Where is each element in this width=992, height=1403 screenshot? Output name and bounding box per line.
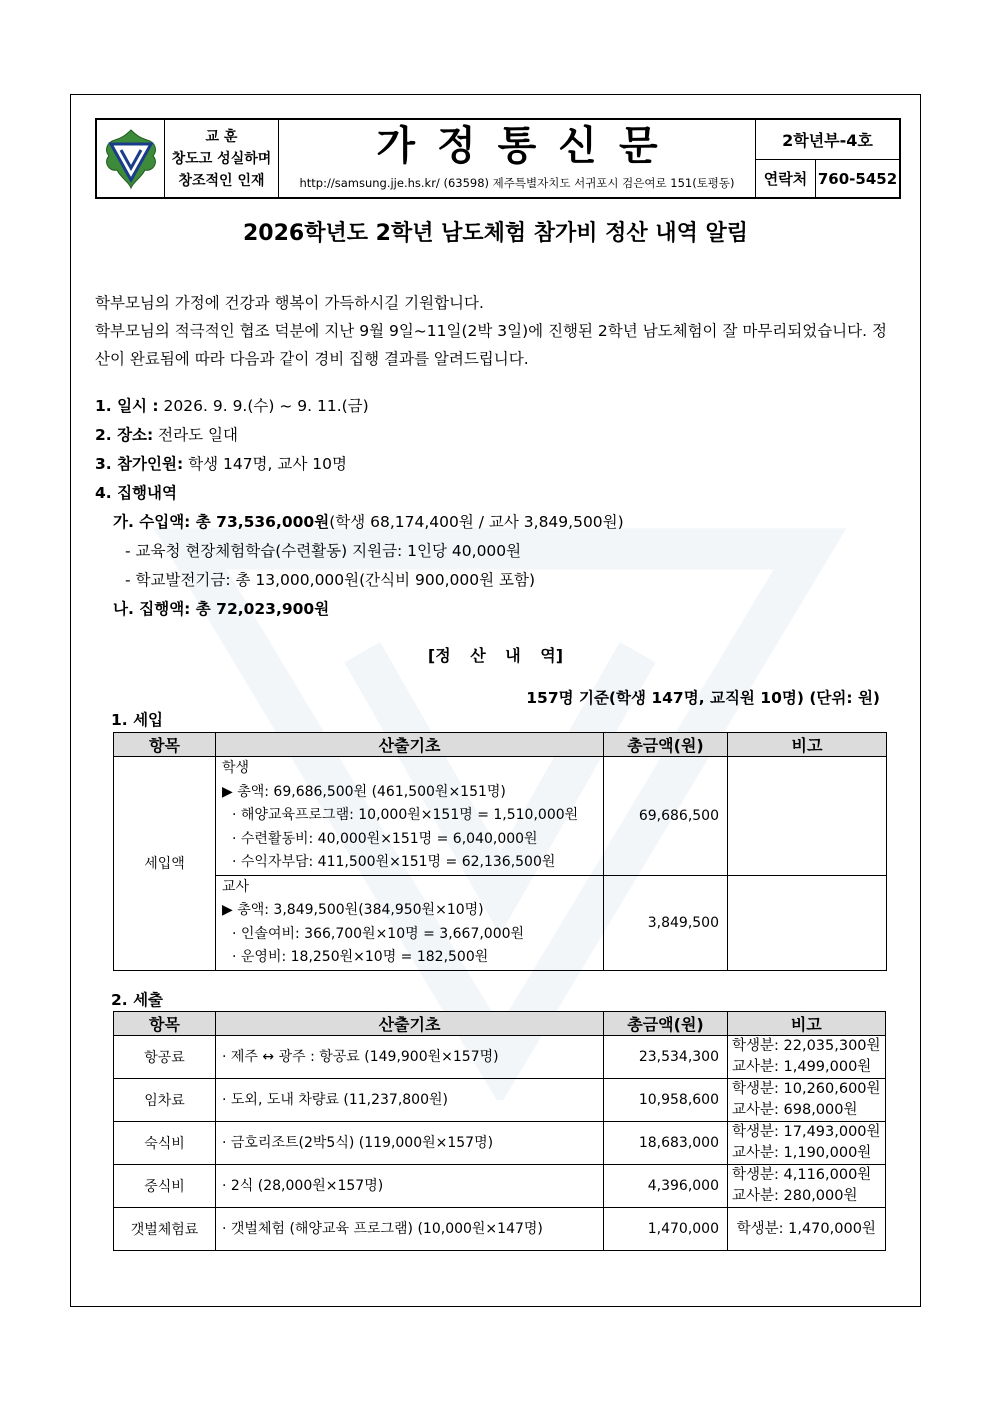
header-total: 총금액(원) <box>604 1012 728 1036</box>
header-note: 비고 <box>728 733 887 757</box>
expense-basis-lunch: · 2식 (28,000원×157명) <box>216 1165 604 1208</box>
note-student: 학생분: 10,260,600원 <box>732 1081 881 1097</box>
income-table <box>113 732 887 971</box>
expense-item-lunch: 중식비 <box>114 1165 216 1208</box>
summary-items <box>95 392 901 624</box>
income-detail: (학생 68,174,400원 / 교사 3,849,500원) <box>329 513 624 531</box>
income-item: 세입액 <box>114 757 216 971</box>
expense-item-airfare: 항공료 <box>114 1036 216 1079</box>
income-label: 가. 수입액: 총 <box>113 513 217 531</box>
student-basis <box>216 757 604 876</box>
teacher-label: 교사 <box>222 878 250 895</box>
header-basis: 산출기초 <box>216 733 604 757</box>
intro-paragraph <box>95 289 901 373</box>
student-training-line: · 수련활동비: 40,000원×151명 = 6,040,000원 <box>232 830 538 847</box>
note-student: 학생분: 22,035,300원 <box>732 1038 881 1054</box>
student-total: 69,686,500 <box>604 757 728 876</box>
fund-line: - 학교발전기금: 총 13,000,000원(간식비 900,000원 포함) <box>125 571 536 589</box>
expense-note-lodging <box>728 1122 886 1165</box>
expense-basis-mudflat: · 갯벌체험 (해양교육 프로그램) (10,000원×147명) <box>216 1208 604 1251</box>
item-income <box>95 508 901 537</box>
teacher-total-line: ▶ 총액: 3,849,500원(384,950원×10명) <box>222 902 484 918</box>
table-row <box>114 1079 886 1122</box>
income-table-header <box>114 733 887 757</box>
header-note: 비고 <box>728 1012 886 1036</box>
item-date <box>95 392 901 421</box>
income-total: 73,536,000원 <box>216 513 330 531</box>
item-expense <box>95 595 901 624</box>
date-label: 1. 일시 : <box>95 397 159 415</box>
document-title: 2026학년도 2학년 남도체험 참가비 정산 내역 알림 <box>242 221 749 246</box>
expense-total-mudflat: 1,470,000 <box>604 1208 728 1251</box>
motto-title: 교 훈 <box>205 128 238 145</box>
note-student: 학생분: 1,470,000원 <box>736 1220 876 1237</box>
school-logo-icon <box>103 128 159 190</box>
newsletter-header <box>95 118 901 199</box>
expense-basis-lodging: · 금호리조트(2박5식) (119,000원×157명) <box>216 1122 604 1165</box>
expense-note-airfare <box>728 1036 886 1079</box>
table-row <box>114 1122 886 1165</box>
expense-total: 72,023,900원 <box>216 600 330 618</box>
issue-number: 2학년부-4호 <box>756 120 899 160</box>
contact-row <box>756 160 899 197</box>
title-cell <box>279 120 756 197</box>
expense-note-rental <box>728 1079 886 1122</box>
contact-phone: 760-5452 <box>817 169 898 188</box>
expense-note-lunch <box>728 1165 886 1208</box>
note-teacher: 교사분: 1,190,000원 <box>732 1145 872 1161</box>
intro-line-2: 학부모님의 적극적인 협조 덕분에 지난 9월 9일~11일(2박 3일)에 진행된 2학년 남도체험이 잘 마무리되었습니다. 정산이 완료됨에 따라 다음과 같이 경비 집행 결과를 알려드립니다. <box>95 322 887 368</box>
date-value: 2026. 9. 9.(수) ~ 9. 11.(금) <box>158 397 369 415</box>
place-value: 전라도 일대 <box>153 426 238 444</box>
expense-total-airfare: 23,534,300 <box>604 1036 728 1079</box>
note-teacher: 교사분: 1,499,000원 <box>732 1059 872 1075</box>
student-label: 학생 <box>222 760 250 776</box>
people-value: 학생 147명, 교사 10명 <box>183 455 347 473</box>
expense-section-label: 2. 세출 <box>111 991 164 1009</box>
expense-basis-airfare: · 제주 ↔ 광주 : 항공료 (149,900원×157명) <box>216 1036 604 1079</box>
expense-item-lodging: 숙식비 <box>114 1122 216 1165</box>
table-row <box>114 875 887 970</box>
info-cell <box>756 120 899 197</box>
table-row <box>114 1165 886 1208</box>
expense-table-header <box>114 1012 886 1036</box>
note-teacher: 교사분: 698,000원 <box>732 1102 858 1118</box>
expense-item-rental: 임차료 <box>114 1079 216 1122</box>
item-place <box>95 421 901 450</box>
motto-line-2: 창조적인 인재 <box>178 172 265 189</box>
item-people <box>95 450 901 479</box>
note-student: 학생분: 17,493,000원 <box>732 1124 881 1140</box>
exec-label: 4. 집행내역 <box>95 484 177 502</box>
teacher-operating-line: · 운영비: 18,250원×10명 = 182,500원 <box>232 949 489 965</box>
header-item: 항목 <box>114 1012 216 1036</box>
expense-label: 나. 집행액: 총 <box>113 600 217 618</box>
teacher-note <box>728 875 887 970</box>
teacher-total: 3,849,500 <box>604 875 728 970</box>
newsletter-title: 가정통신문 <box>376 123 680 169</box>
expense-item-mudflat: 갯벌체험료 <box>114 1208 216 1251</box>
teacher-travel-line: · 인솔여비: 366,700원×10명 = 3,667,000원 <box>232 925 525 942</box>
note-student: 학생분: 4,116,000원 <box>732 1167 872 1183</box>
student-total-line: ▶ 총액: 69,686,500원 (461,500원×151명) <box>222 783 506 800</box>
expense-basis-rental: · 도외, 도내 차량료 (11,237,800원) <box>216 1079 604 1122</box>
motto-line-1: 창도고 성실하며 <box>171 150 272 167</box>
table-row <box>114 1036 886 1079</box>
income-section-label: 1. 세입 <box>111 711 164 729</box>
school-logo-cell <box>97 120 165 197</box>
expense-table <box>113 1011 886 1251</box>
school-address: http://samsung.jje.hs.kr/ (63598) 제주특별자치도 서귀포시 검은여로 151(토평동) <box>299 176 735 190</box>
expense-note-mudflat <box>728 1208 886 1251</box>
motto-cell <box>165 120 279 197</box>
basis-note: 157명 기준(학생 147명, 교직원 10명) (단위: 원) <box>526 689 880 707</box>
contact-label: 연락처 <box>756 160 816 197</box>
teacher-basis <box>216 875 604 970</box>
student-payer-line: · 수익자부담: 411,500원×151명 = 62,136,500원 <box>232 854 556 870</box>
table-row <box>114 1208 886 1251</box>
place-label: 2. 장소: <box>95 426 154 444</box>
note-teacher: 교사분: 280,000원 <box>732 1188 858 1204</box>
student-marine-line: · 해양교육프로그램: 10,000원×151명 = 1,510,000원 <box>232 807 579 823</box>
expense-total-rental: 10,958,600 <box>604 1079 728 1122</box>
people-label: 3. 참가인원: <box>95 455 184 473</box>
student-note <box>728 757 887 876</box>
expense-total-lodging: 18,683,000 <box>604 1122 728 1165</box>
intro-line-1: 학부모님의 가정에 건강과 행복이 가득하시길 기원합니다. <box>95 294 484 312</box>
header-total: 총금액(원) <box>604 733 728 757</box>
table-row <box>114 757 887 876</box>
settlement-title: [정 산 내 역] <box>427 646 564 665</box>
header-basis: 산출기초 <box>216 1012 604 1036</box>
subsidy-line: - 교육청 현장체험학습(수련활동) 지원금: 1인당 40,000원 <box>125 542 522 560</box>
header-item: 항목 <box>114 733 216 757</box>
expense-total-lunch: 4,396,000 <box>604 1165 728 1208</box>
